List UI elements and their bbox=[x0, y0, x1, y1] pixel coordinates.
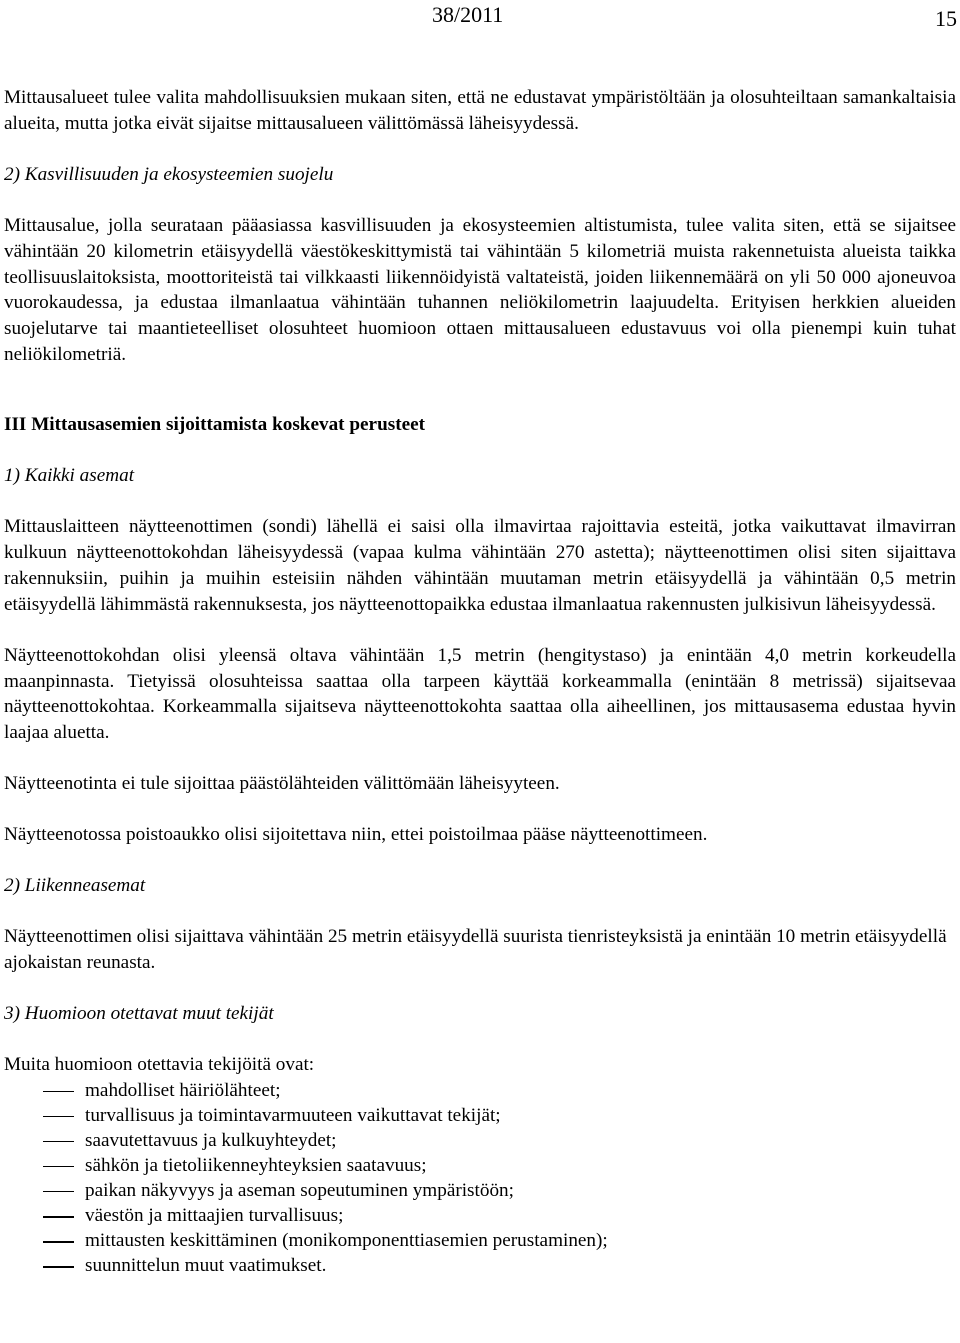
list-item: turvallisuus ja toimintavarmuuteen vaikuttavat tekijät; bbox=[4, 1103, 956, 1128]
section2-heading: 2) Kasvillisuuden ja ekosysteemien suojelu bbox=[4, 163, 334, 185]
dash-bullet bbox=[43, 1216, 74, 1218]
intro-paragraph: Mittausalueet tulee valita mahdollisuuksien mukaan siten, että ne edustavat ympäristöltään ja olosuhteiltaan samankaltaisia alueita, mutta jotka eivät sijaitse mittausalueen välittömässä läheisyydessä. bbox=[4, 87, 956, 134]
sub1-paragraph: Mittauslaitteen näytteenottimen (sondi) lähellä ei saisi olla ilmavirtaa rajoittavia esteitä, jotka vaikuttavat ilmavirran kulkuun näytteenottokohdan läheisyydessä (vapaa kulma vähintään 270 astetta); näytteenottimen olisi siten sijaittava rakennuksiin, puihin ja muihin esteisiin nähden vähintään muutaman metrin etäisyydellä ja vähintään 0,5 metrin etäisyydellä lähimmästä rakennuksesta, jos näytteenottopaikka edustaa ilmanlaatua rakennusten julkisivun läheisyydessä. bbox=[4, 515, 956, 615]
dash-bullet bbox=[43, 1116, 74, 1118]
list-item: sähkön ja tietoliikenneyhteyksien saatavuus; bbox=[4, 1153, 956, 1178]
section3-heading: III Mittausasemien sijoittamista koskevat perusteet bbox=[4, 414, 426, 436]
sub1-paragraph: Näytteenottokohdan olisi yleensä oltava vähintään 1,5 metrin (hengitystaso) ja enintään 4,0 metrin korkeudella maanpinnasta. Tietyissä olosuhteissa saattaa olla tarpeen käyttää korkeammalla (enintään 8 metrissä) sijaitsevaa näytteenottokohtaa. Korkeammalla sijaitseva näytteenottokohta saattaa olla aiheellinen, jos mittausasema edustaa hyvin laajaa aluetta. bbox=[4, 644, 956, 744]
page-number: 15 bbox=[935, 6, 957, 31]
factor-list bbox=[4, 1078, 956, 1279]
dash-bullet bbox=[43, 1266, 74, 1268]
dash-bullet bbox=[43, 1191, 74, 1193]
sub1-heading: 1) Kaikki asemat bbox=[4, 465, 135, 487]
sub2-heading: 2) Liikenneasemat bbox=[4, 875, 146, 897]
list-item: suunnittelun muut vaatimukset. bbox=[4, 1253, 956, 1278]
section2-paragraph: Mittausalue, jolla seurataan pääasiassa kasvillisuuden ja ekosysteemien altistumista, tulee valita siten, että se sijaitsee vähintään 20 kilometrin etäisyydellä väestökeskittymistä tai vähintään 5 kilometriä muista rakennetuista alueista taikka teollisuuslaitoksista, moottoriteistä tai vilkkaasti liikennöidyistä valtateistä, joiden liikennemäärä on yli 50 000 ajoneuvoa vuorokaudessa, ja edustaa ilmanlaatua vähintään tuhannen neliökilometrin laajuudelta. Erityisen herkkien alueiden suojelutarve tai maantieteelliset olosuhteet huomioon ottaen mittausalueen edustavuus voi olla pienempi kuin tuhat neliökilometriä. bbox=[4, 214, 956, 366]
dash-bullet bbox=[43, 1166, 74, 1168]
dash-bullet bbox=[43, 1241, 74, 1243]
list-item: saavutettavuus ja kulkuyhteydet; bbox=[4, 1128, 956, 1153]
dash-bullet bbox=[43, 1091, 74, 1093]
sub3-intro: Muita huomioon otettavia tekijöitä ovat: bbox=[4, 1053, 315, 1075]
sub1-paragraph: Näytteenotinta ei tule sijoittaa päästölähteiden välittömään läheisyyteen. bbox=[4, 773, 560, 795]
list-item: mahdolliset häiriölähteet; bbox=[4, 1078, 956, 1103]
sub3-heading: 3) Huomioon otettavat muut tekijät bbox=[4, 1002, 274, 1024]
list-item: paikan näkyvyys ja aseman sopeutuminen ympäristöön; bbox=[4, 1178, 956, 1203]
sub1-paragraph: Näytteenotossa poistoaukko olisi sijoitettava niin, ettei poistoilmaa pääse näytteenottimeen. bbox=[4, 824, 708, 846]
dash-bullet bbox=[43, 1141, 74, 1143]
list-item: mittausten keskittäminen (monikomponenttiasemien perustaminen); bbox=[4, 1228, 956, 1253]
sub2-paragraph: Näytteenottimen olisi sijaittava vähintään 25 metrin etäisyydellä suurista tienristeyksistä ja enintään 10 metrin etäisyydellä ajokaistan reunasta. bbox=[4, 925, 947, 973]
issue-number: 38/2011 bbox=[432, 2, 504, 27]
list-item: väestön ja mittaajien turvallisuus; bbox=[4, 1203, 956, 1228]
document-body bbox=[4, 85, 956, 1278]
